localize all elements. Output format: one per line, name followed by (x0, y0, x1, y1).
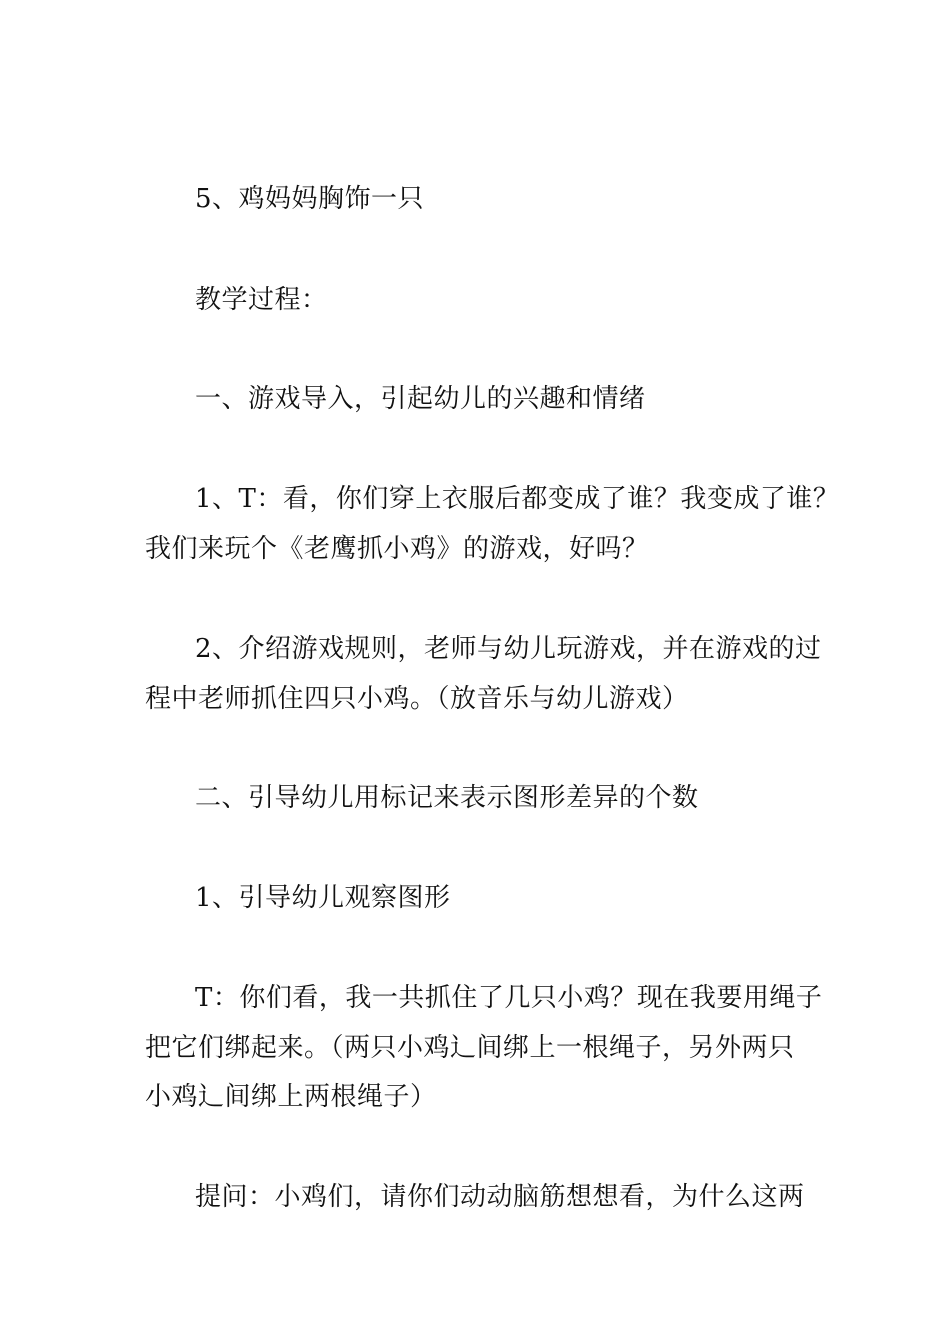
paragraph-teacher-line-1: T：你们看，我一共抓住了几只小鸡？现在我要用绳子 (195, 983, 823, 1013)
paragraph-step-1-line-2: 我们来玩个《老鹰抓小鸡》的游戏，好吗？ (145, 534, 649, 564)
paragraph-step-1-line-1: 1、T：看，你们穿上衣服后都变成了谁？我变成了谁？ (195, 484, 840, 514)
section-heading-two: 二、引导幼儿用标记来表示图形差异的个数 (195, 783, 699, 813)
section-heading-one: 一、游戏导入，引起幼儿的兴趣和情绪 (195, 384, 646, 414)
subheading-observe: 1、引导幼儿观察图形 (195, 883, 451, 913)
section-heading-process: 教学过程： (195, 285, 328, 315)
paragraph-step-2-line-2: 程中老师抓住四只小鸡。（放音乐与幼儿游戏） (145, 684, 689, 714)
paragraph-teacher-line-3: 小鸡辶间绑上两根绳子） (145, 1082, 437, 1112)
paragraph-step-2-line-1: 2、介绍游戏规则，老师与幼儿玩游戏，并在游戏的过 (195, 634, 822, 664)
paragraph-question-line-1: 提问：小鸡们，请你们动动脑筋想想看，为什么这两 (195, 1182, 805, 1212)
paragraph-teacher-line-2: 把它们绑起来。（两只小鸡辶间绑上一根绳子，另外两只 (145, 1033, 795, 1063)
materials-item-5: 5、鸡妈妈胸饰一只 (195, 184, 425, 214)
